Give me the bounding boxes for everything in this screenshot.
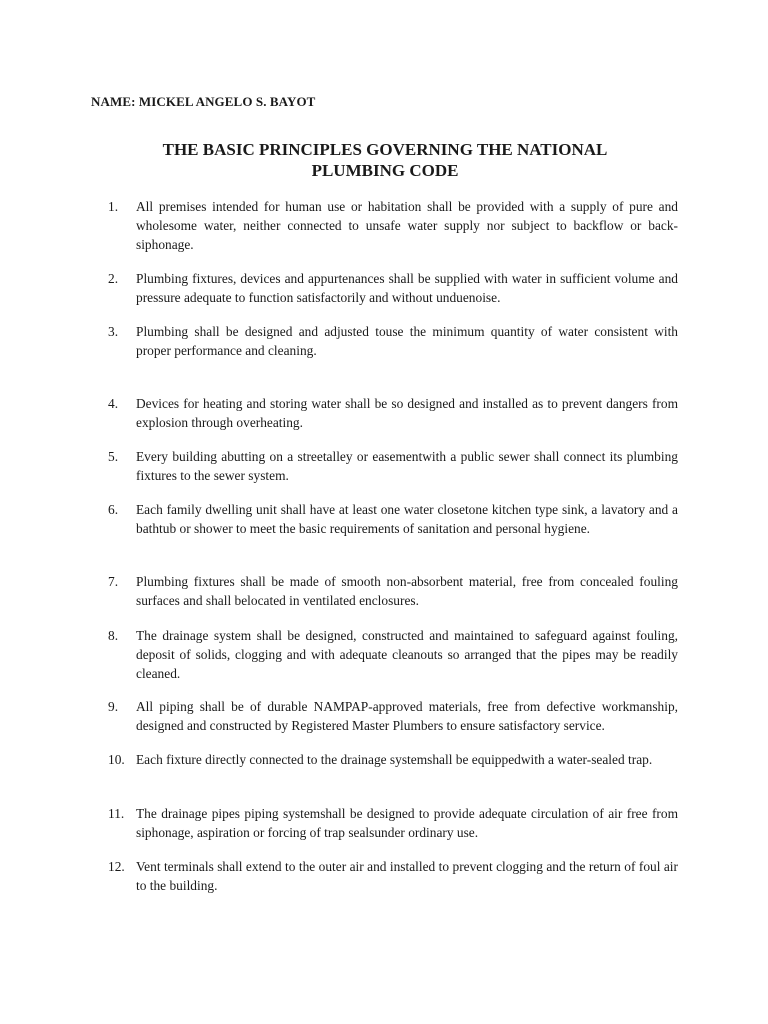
list-item-1 xyxy=(108,197,678,254)
item-text: All piping shall be of durable NAMPAP-approved materials, free from defective workmanship, designed and constructed by Registered Master Plumbers to ensure satisfactory service. xyxy=(136,699,678,733)
author-name: NAME: MICKEL ANGELO S. BAYOT xyxy=(91,94,316,109)
item-text: The drainage pipes piping systemshall be designed to provide adequate circulation of air free from siphonage, aspiration or forcing of trap sealsunder ordinary use. xyxy=(136,806,678,840)
list-item-8 xyxy=(108,626,678,683)
item-number: 10. xyxy=(108,752,125,767)
item-text: Devices for heating and storing water shall be so designed and installed as to prevent dangers from explosion through overheating. xyxy=(136,396,678,430)
item-number: 8. xyxy=(108,628,119,643)
list-item-5 xyxy=(108,447,678,485)
list-item-2 xyxy=(108,269,678,307)
list-item-11 xyxy=(108,804,678,842)
item-number: 12. xyxy=(108,859,125,874)
item-number: 6. xyxy=(108,502,119,517)
item-text: The drainage system shall be designed, constructed and maintained to safeguard against fouling, deposit of solids, clogging and with adequate cleanouts so arranged that the pipes may be readily cleaned. xyxy=(136,628,678,681)
item-number: 2. xyxy=(108,271,119,286)
item-text: All premises intended for human use or habitation shall be provided with a supply of pure and wholesome water, neither connected to unsafe water supply nor subject to backflow or back- siphonage. xyxy=(136,199,678,252)
item-number: 7. xyxy=(108,574,119,589)
item-number: 4. xyxy=(108,396,119,411)
item-number: 3. xyxy=(108,324,119,339)
document-title xyxy=(91,139,679,181)
item-text: Each fixture directly connected to the drainage systemshall be equippedwith a water-sealed trap. xyxy=(136,752,653,767)
item-number: 11. xyxy=(108,806,125,821)
item-number: 1. xyxy=(108,199,119,214)
item-number: 9. xyxy=(108,699,119,714)
item-text: Plumbing shall be designed and adjusted touse the minimum quantity of water consistent with proper performance and cleaning. xyxy=(136,324,678,358)
list-item-12 xyxy=(108,857,678,895)
list-item-9 xyxy=(108,697,678,735)
item-text: Each family dwelling unit shall have at least one water closetone kitchen type sink, a lavatory and a bathtub or shower to meet the basic requirements of sanitation and personal hygiene. xyxy=(136,502,678,536)
list-item-3 xyxy=(108,322,678,360)
item-text: Plumbing fixtures shall be made of smooth non-absorbent material, free from concealed fouling surfaces and shall belocated in ventilated enclosures. xyxy=(136,574,678,608)
title-line-1: THE BASIC PRINCIPLES GOVERNING THE NATIONAL xyxy=(162,140,608,159)
list-item-6 xyxy=(108,500,678,538)
list-item-10 xyxy=(108,750,678,769)
list-item-7 xyxy=(108,572,678,610)
list-item-4 xyxy=(108,394,678,432)
item-text: Every building abutting on a streetalley or easementwith a public sewer shall connect its plumbing fixtures to the sewer system. xyxy=(136,449,678,483)
item-number: 5. xyxy=(108,449,119,464)
item-text: Vent terminals shall extend to the outer air and installed to prevent clogging and the return of foul air to the building. xyxy=(136,859,678,893)
title-line-2: PLUMBING CODE xyxy=(311,161,459,180)
item-text: Plumbing fixtures, devices and appurtenances shall be supplied with water in sufficient volume and pressure adequate to function satisfactorily and without unduenoise. xyxy=(136,271,678,305)
